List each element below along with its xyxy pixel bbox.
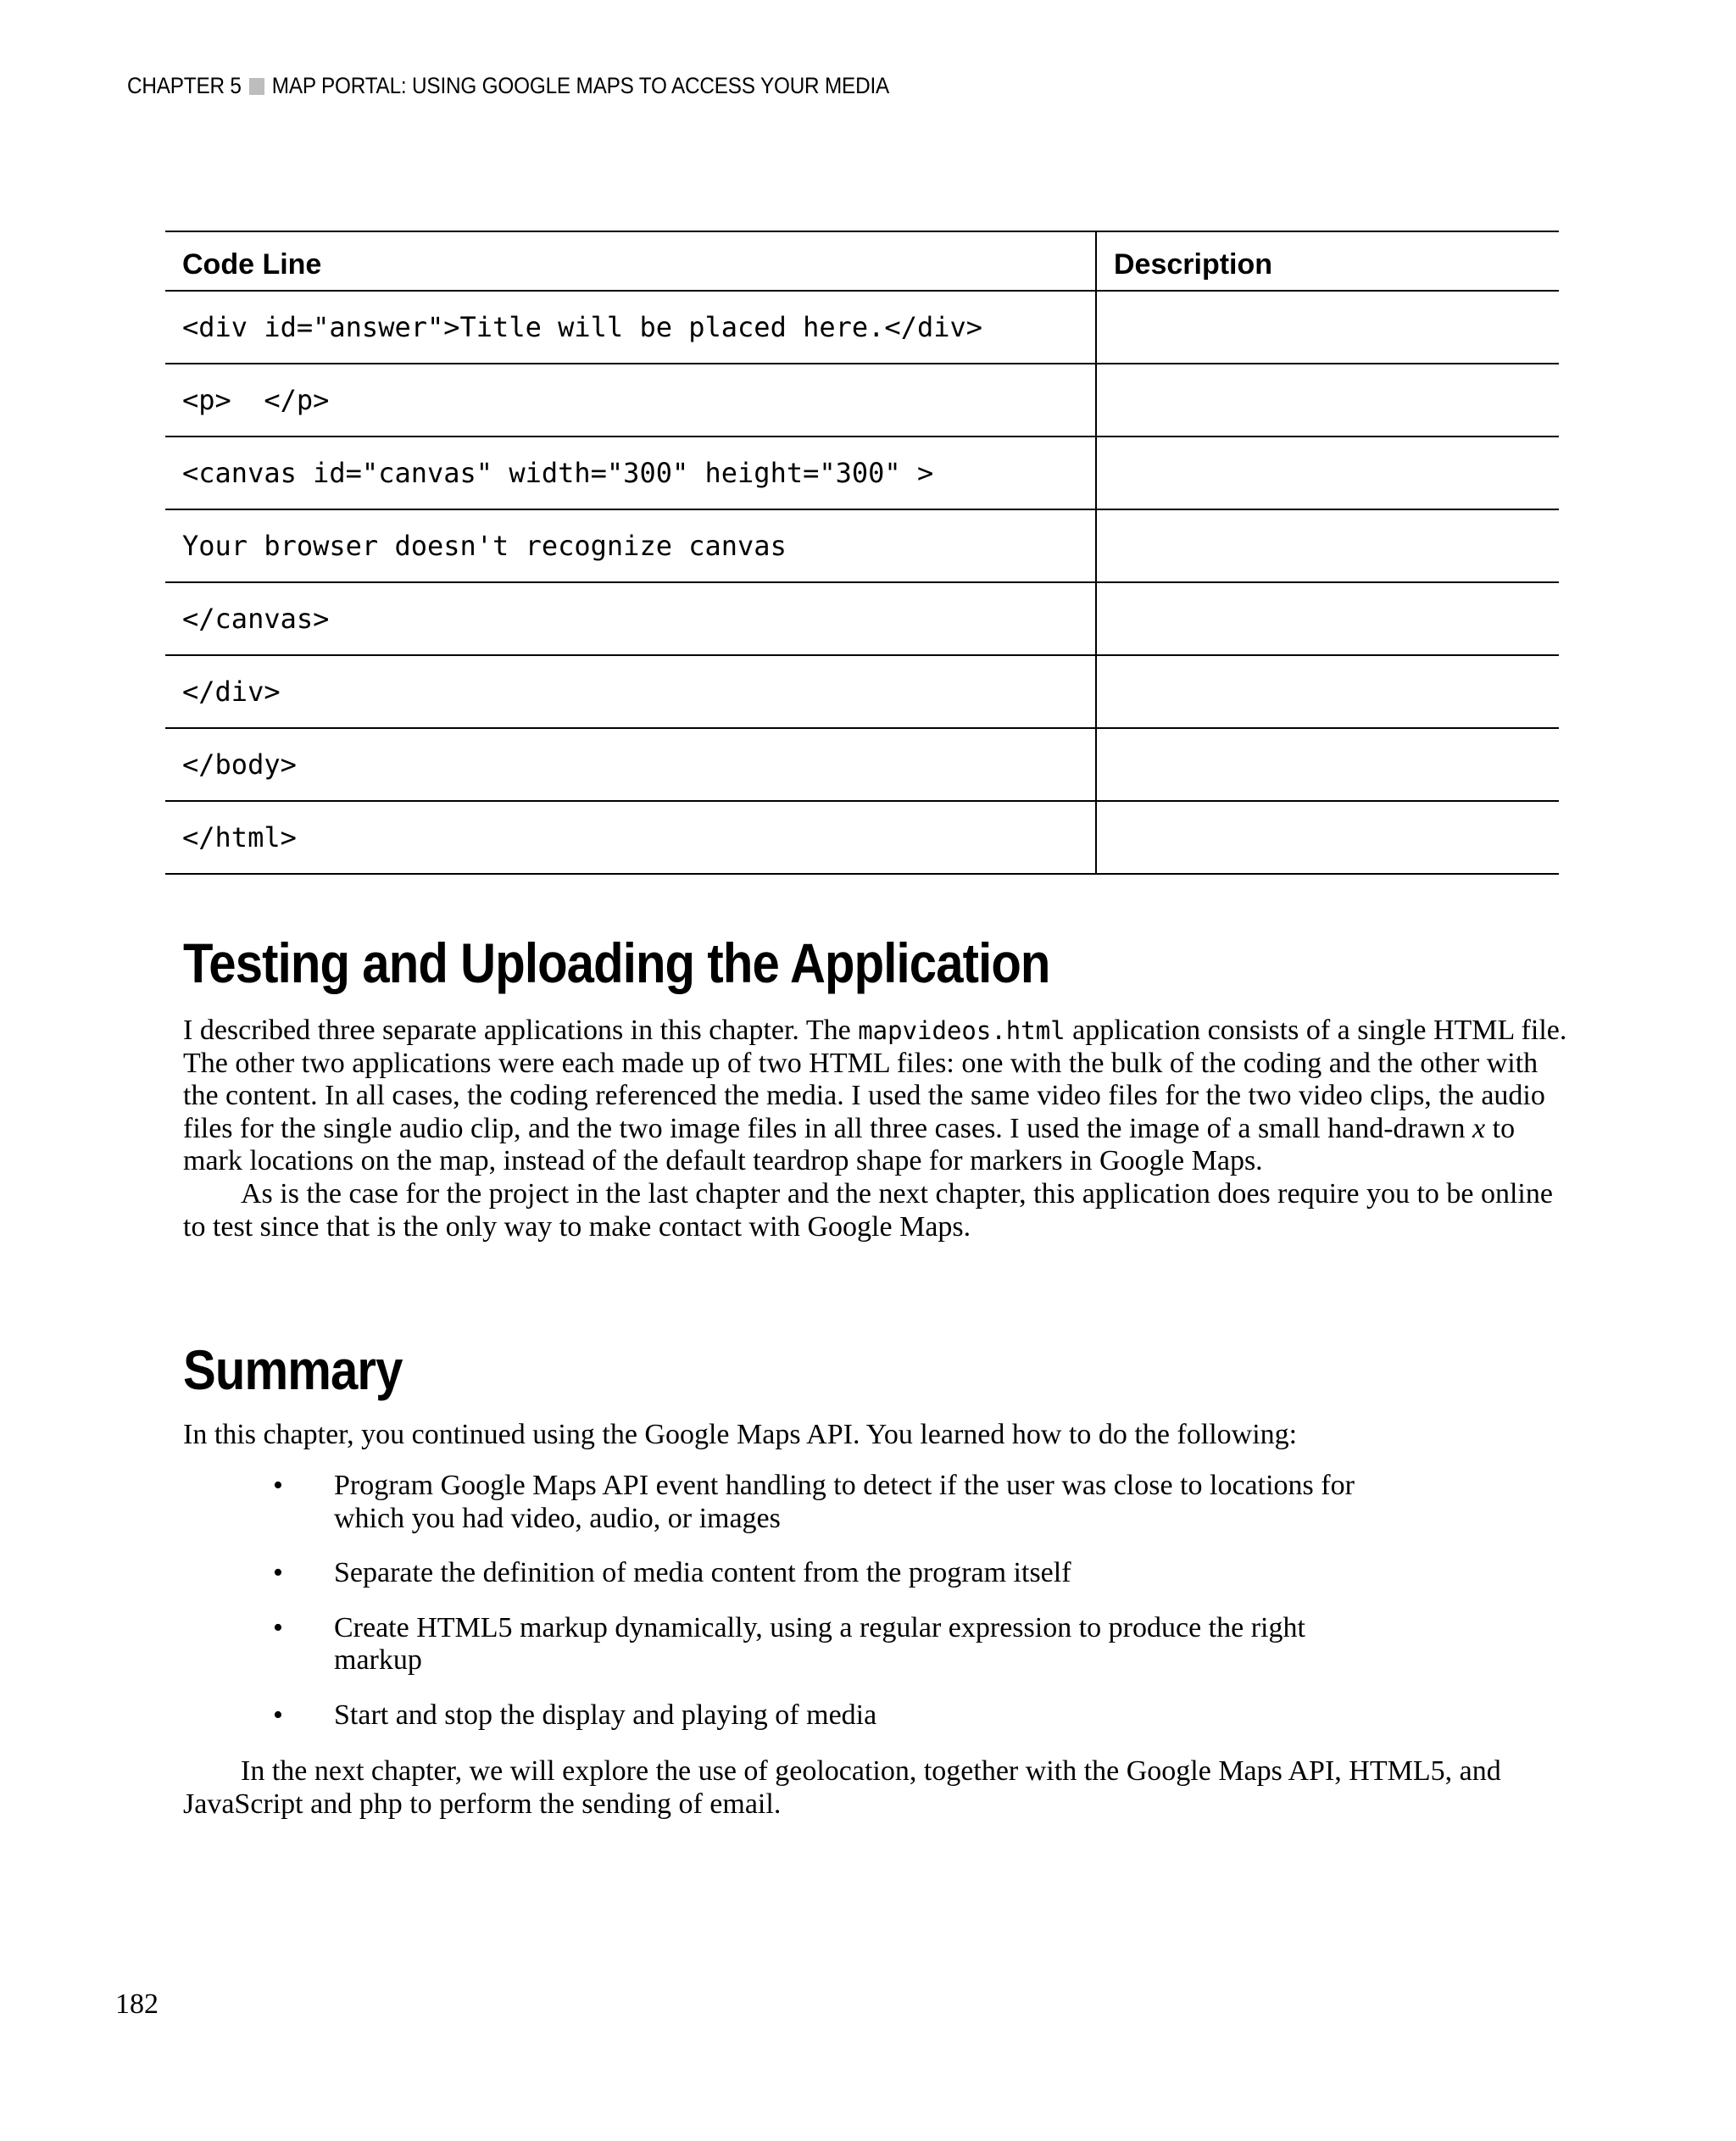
table-row — [165, 582, 1559, 655]
chapter-label: CHAPTER 5 — [127, 73, 242, 98]
table-row — [165, 801, 1559, 874]
table-row — [165, 509, 1559, 582]
list-item: • Create HTML5 markup dynamically, using a regular expression to produce the right markup — [183, 1612, 1387, 1677]
text-run: application consists of a single HTML file. The other two applications were each made up of two HTML files: one with the bulk of the coding and the other with the content. In all cases, the coding referenced the media. I used the same video files for the two video clips, the audio files for the single audio clip, and the two image files in all three cases. I used the image of a small hand-drawn — [183, 1015, 1567, 1144]
code-cell: Your browser doesn't recognize canvas — [165, 509, 1096, 582]
list-item: • Start and stop the display and playing of media — [183, 1699, 1387, 1732]
table-row — [165, 291, 1559, 364]
code-cell: <p> </p> — [165, 364, 1096, 437]
summary-closing — [183, 1755, 1573, 1821]
code-cell: </div> — [165, 655, 1096, 728]
table-row — [165, 437, 1559, 509]
list-item: • Separate the definition of media content from the program itself — [183, 1557, 1387, 1590]
description-cell — [1096, 509, 1559, 582]
paragraph: As is the case for the project in the last chapter and the next chapter, this application does require you to be online to test since that is the only way to make contact with Google Maps. — [183, 1177, 1553, 1243]
code-cell: </html> — [165, 801, 1096, 874]
paragraph: In this chapter, you continued using the Google Maps API. You learned how to do the following: — [183, 1419, 1298, 1450]
summary-intro — [183, 1419, 1573, 1452]
description-cell — [1096, 582, 1559, 655]
description-cell — [1096, 728, 1559, 801]
square-separator-icon — [249, 78, 264, 95]
column-header-description: Description — [1096, 231, 1559, 291]
italic-x: x — [1472, 1112, 1486, 1144]
table-row — [165, 728, 1559, 801]
running-head — [127, 73, 889, 99]
section-heading-summary: Summary — [183, 1338, 403, 1401]
description-cell — [1096, 801, 1559, 874]
description-cell — [1096, 437, 1559, 509]
table-row — [165, 364, 1559, 437]
table-row — [165, 655, 1559, 728]
text-run: to mark locations on the map, instead of the default teardrop shape for markers in Google Maps. — [183, 1112, 1516, 1177]
column-header-code-line: Code Line — [165, 231, 1096, 291]
text-run: I described three separate applications in this chapter. The — [183, 1015, 859, 1046]
code-cell: </body> — [165, 728, 1096, 801]
page-number: 182 — [115, 1988, 159, 2020]
code-cell: <canvas id="canvas" width="300" height="300" > — [165, 437, 1096, 509]
list-item: • Program Google Maps API event handling to detect if the user was close to locations for which you had video, audio, or images — [183, 1470, 1387, 1535]
testing-section-body — [183, 1015, 1573, 1243]
description-cell — [1096, 364, 1559, 437]
description-cell — [1096, 291, 1559, 364]
code-cell: </canvas> — [165, 582, 1096, 655]
section-heading-testing: Testing and Uploading the Application — [183, 931, 1050, 994]
paragraph: In the next chapter, we will explore the use of geolocation, together with the Google Maps API, HTML5, and JavaScript and php to perform the sending of email. — [183, 1755, 1501, 1820]
table-header-row — [165, 231, 1559, 291]
chapter-title: MAP PORTAL: USING GOOGLE MAPS TO ACCESS YOUR MEDIA — [271, 73, 890, 98]
summary-bullet-list — [183, 1470, 1387, 1755]
code-cell: <div id="answer">Title will be placed here.</div> — [165, 291, 1096, 364]
inline-code-filename: mapvideos.html — [858, 1016, 1066, 1045]
paragraph — [183, 1015, 1573, 1178]
description-cell — [1096, 655, 1559, 728]
code-description-table — [165, 231, 1559, 875]
